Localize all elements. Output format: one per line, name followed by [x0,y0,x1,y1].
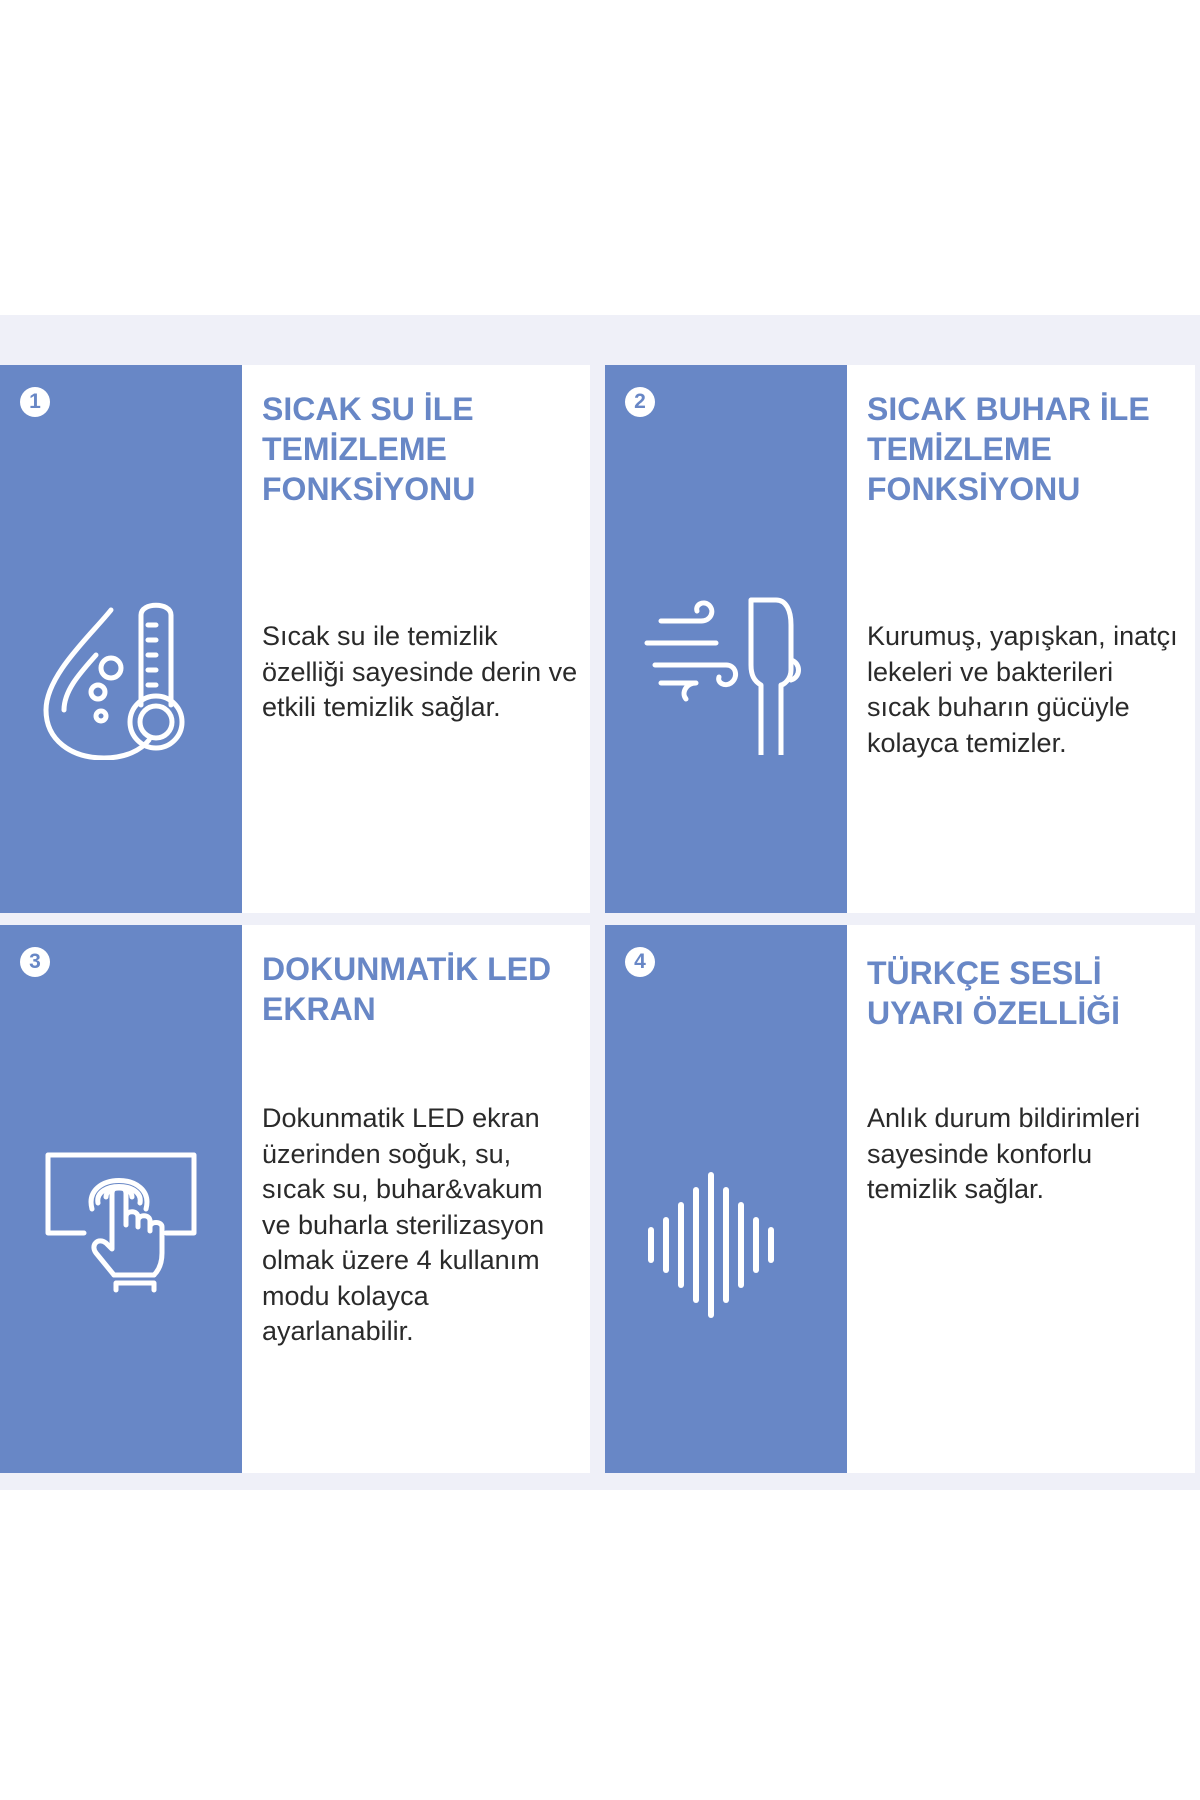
sound-wave-icon [641,1160,811,1330]
feature-description: Anlık durum bildirimleri sayesinde konforlu temizlik sağlar. [867,1103,1141,1204]
feature-card-hot-water [0,365,590,913]
steam-nozzle-icon [641,585,811,755]
feature-description: Sıcak su ile temizlik özelliği sayesinde derin ve etkili temizlik sağlar. [262,621,578,722]
feature-card-icon-panel [605,365,847,913]
feature-title: DOKUNMATİK LED EKRAN [262,951,552,1027]
feature-title: SICAK BUHAR İLE TEMİZLEME FONKSİYONU [867,391,1150,507]
feature-description: Dokunmatik LED ekran üzerinden soğuk, su, sıcak su, buhar&vakum ve buharla sterilizasyon olmak üzere 4 kullanım modu kolayca ayarlanabilir. [262,1103,545,1346]
feature-number-badge: 4 [625,947,655,977]
feature-number-badge: 1 [20,387,50,417]
feature-card-steam [605,365,1195,913]
feature-title: SICAK SU İLE TEMİZLEME FONKSİYONU [262,391,476,507]
feature-number-badge: 2 [625,387,655,417]
feature-card-voice-alert [605,925,1195,1473]
water-drop-thermometer-icon [36,590,206,760]
feature-number-badge: 3 [20,947,50,977]
feature-description: Kurumuş, yapışkan, inatçı lekeleri ve bakterileri sıcak buharın gücüyle kolayca temizler. [867,621,1178,758]
touch-screen-icon [36,1145,206,1315]
feature-card-icon-panel [0,365,242,913]
feature-title: TÜRKÇE SESLİ UYARI ÖZELLİĞİ [867,955,1121,1031]
feature-card-icon-panel [605,925,847,1473]
feature-card-icon-panel [0,925,242,1473]
feature-card-touch-screen [0,925,590,1473]
